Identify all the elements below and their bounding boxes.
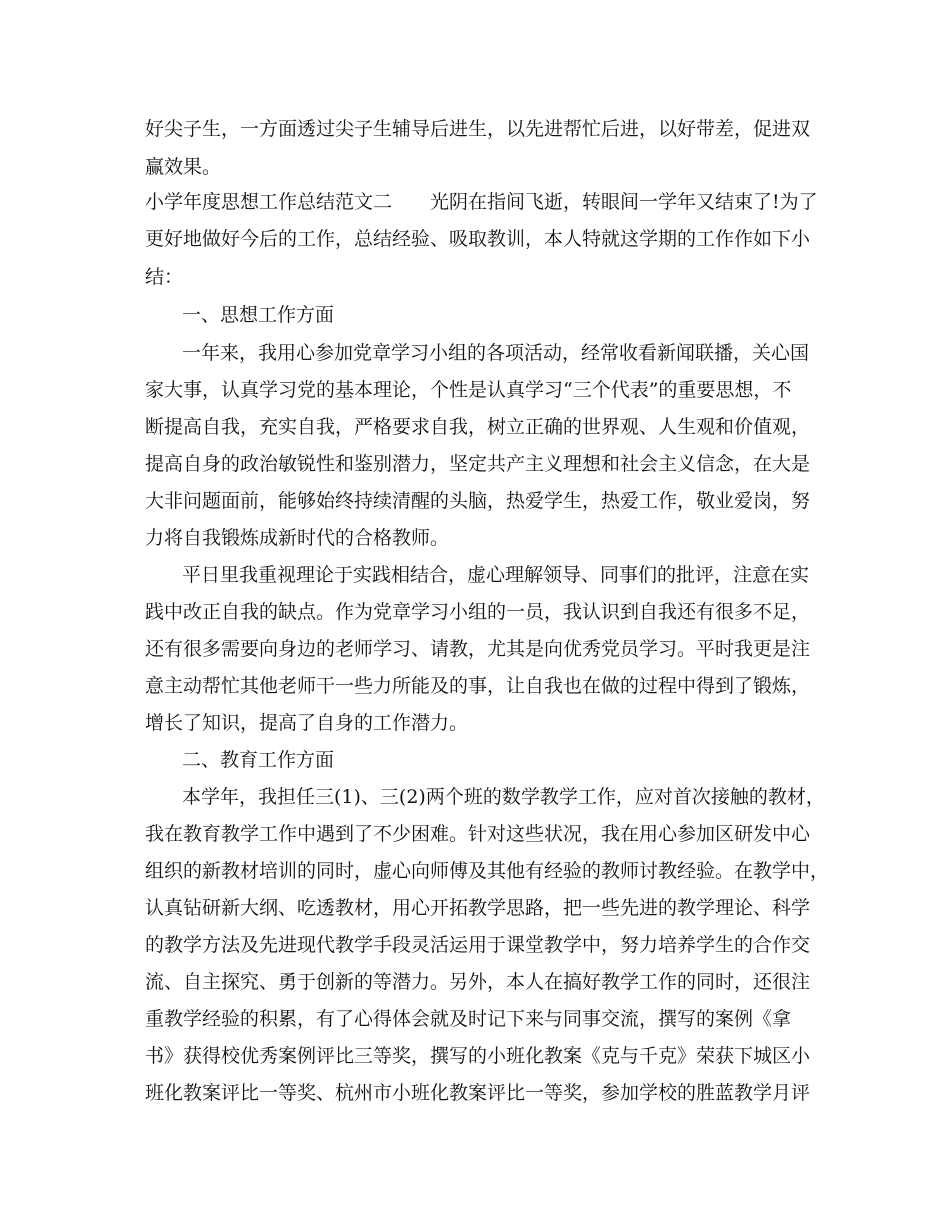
text-line: 本学年，我担任三(1)、三(2)两个班的数学教学工作，应对首次接触的教材， <box>182 786 825 808</box>
text-line: 认真钻研新大纲、吃透教材，用心开拓教学思路，把一些先进的教学理论、科学 <box>145 897 811 919</box>
text-line: 组织的新教材培训的同时，虚心向师傅及其他有经验的教师讨教经验。在教学中， <box>145 860 830 882</box>
text-line: 重教学经验的积累，有了心得体会就及时记下来与同事交流，撰写的案例《拿 <box>145 1008 792 1030</box>
text-line: 更好地做好今后的工作，总结经验、吸取教训，本人特就这学期的工作作如下小 <box>145 228 811 250</box>
text-line: 好尖子生，一方面透过尖子生辅导后进生，以先进帮忙后进，以好带差，促进双 <box>145 118 811 140</box>
text-line: 赢效果。 <box>145 156 222 178</box>
text-line: 一年来，我用心参加党章学习小组的各项活动，经常收看新闻联播，关心国 <box>182 342 810 364</box>
text-line: 我在教育教学工作中遇到了不少困难。针对这些状况，我在用心参加区研发中心 <box>145 823 811 845</box>
text-line: 还有很多需要向身边的老师学习、请教，尤其是向优秀党员学习。平时我更是注 <box>145 638 811 660</box>
text-line: 断提高自我，充实自我，严格要求自我，树立正确的世界观、人生观和价值观， <box>145 416 811 438</box>
text-line: 的教学方法及先进现代教学手段灵活运用于课堂教学中，努力培养学生的合作交 <box>145 934 811 956</box>
text-line: 结： <box>145 266 184 288</box>
text-line: 力将自我锻炼成新时代的合格教师。 <box>145 527 450 549</box>
text-line: 提高自身的政治敏锐性和鉴别潜力，坚定共产主义理想和社会主义信念，在大是 <box>145 453 811 475</box>
text-line: 意主动帮忙其他老师干一些力所能及的事，让自我也在做的过程中得到了锻炼， <box>145 675 811 697</box>
text-line: 家大事，认真学习党的基本理论，个性是认真学习“三个代表”的重要思想，不 <box>145 379 792 401</box>
heading-education: 二、教育工作方面 <box>182 749 335 771</box>
section-title-line: 小学年度思想工作总结范文二 光阴在指间飞逝，转眼间一学年又结束了!为了 <box>145 191 818 213</box>
text-line: 流、自主探究、勇于创新的等潜力。另外，本人在搞好教学工作的同时，还很注 <box>145 971 811 993</box>
text-line: 增长了知识，提高了自身的工作潜力。 <box>145 712 469 734</box>
heading-ideology: 一、思想工作方面 <box>182 304 335 326</box>
text-line: 大非问题面前，能够始终持续清醒的头脑，热爱学生，热爱工作，敬业爱岗，努 <box>145 490 811 512</box>
text-line: 书》获得校优秀案例评比三等奖，撰写的小班化教案《克与千克》荣获下城区小 <box>145 1045 811 1067</box>
text-line: 平日里我重视理论于实践相结合，虚心理解领导、同事们的批评，注意在实 <box>182 564 810 586</box>
text-line: 践中改正自我的缺点。作为党章学习小组的一员，我认识到自我还有很多不足， <box>145 601 811 623</box>
text-line: 班化教案评比一等奖、杭州市小班化教案评比一等奖，参加学校的胜蓝教学月评 <box>145 1082 811 1104</box>
